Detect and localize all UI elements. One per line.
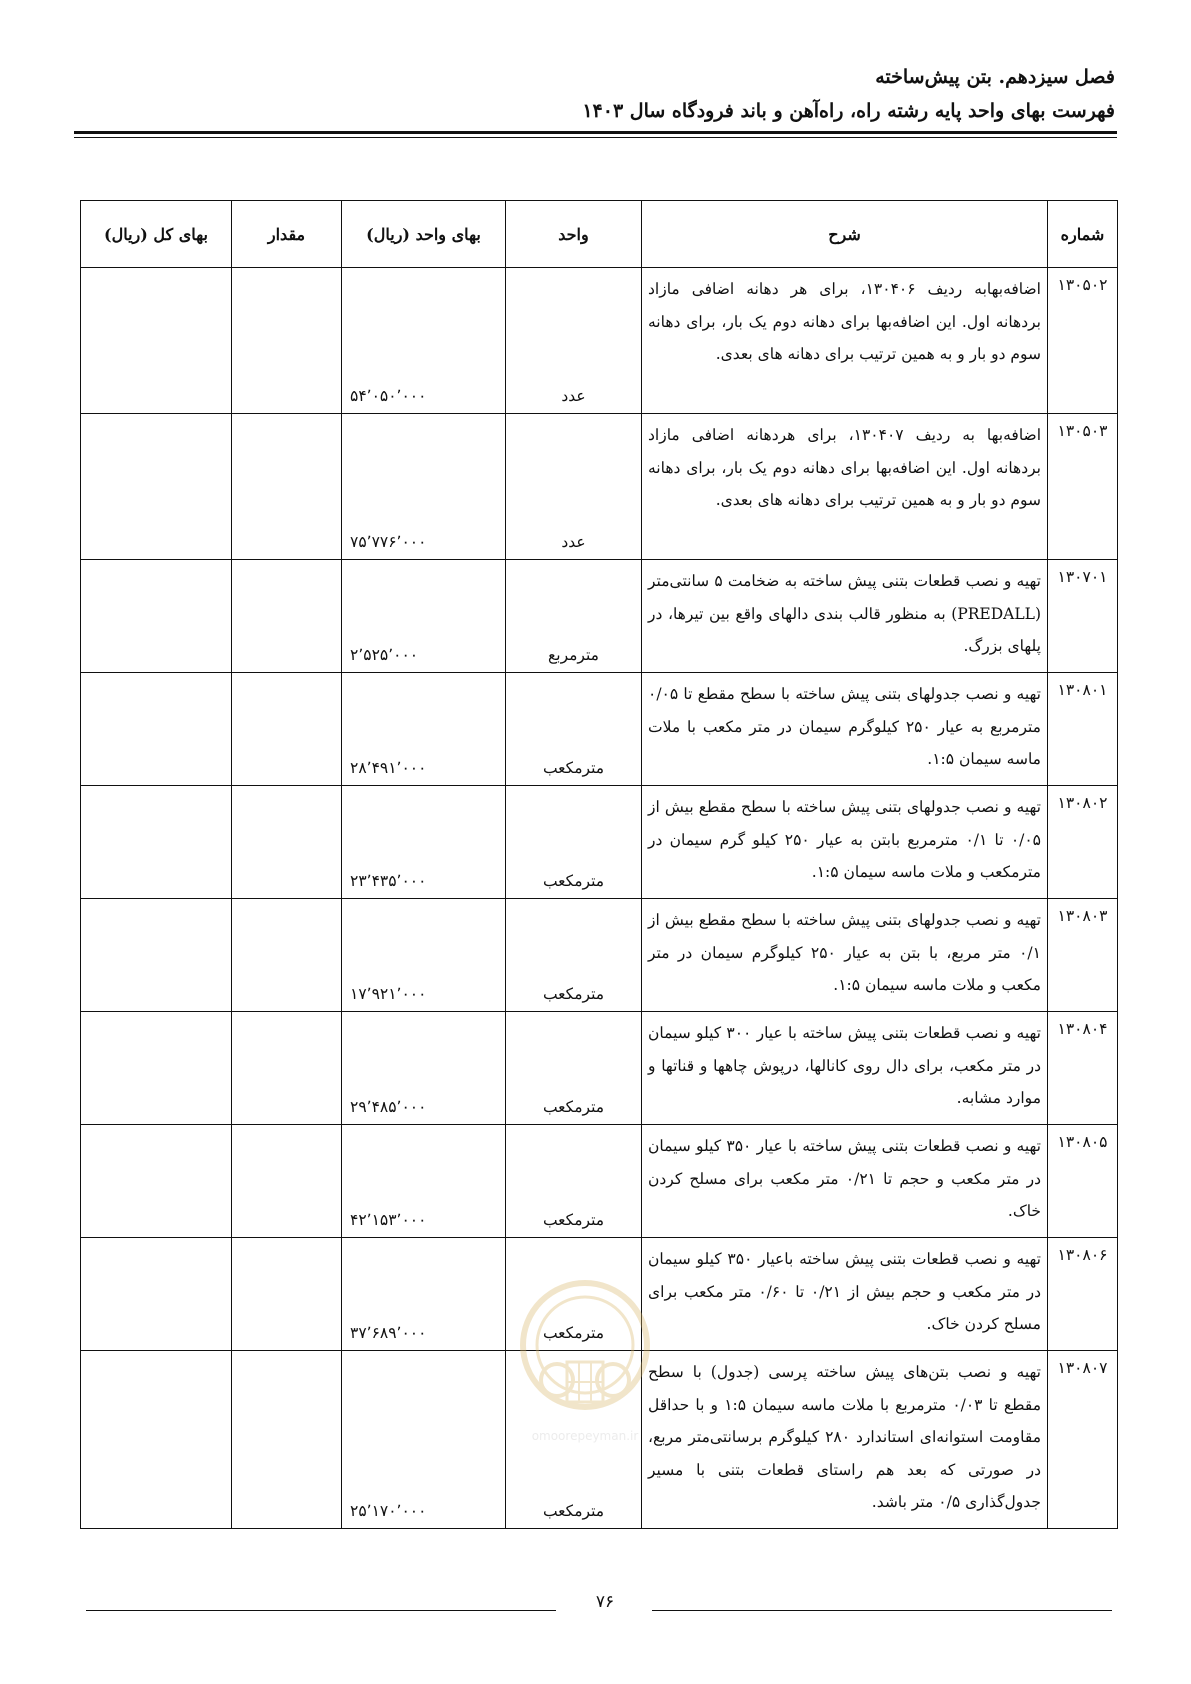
row-unit: مترمکعب — [506, 1351, 642, 1529]
row-description: تهیه و نصب جدولهای بتنی پیش ساخته با سطح مقطع بیش از ۰/۱ متر مربع، با بتن به عیار ۲۵۰ کیلوگرم سیمان در متر مکعب و ملات ماسه سیمان ۱:۵. — [642, 899, 1048, 1012]
row-unit-price: ۳۷٬۶۸۹٬۰۰۰ — [342, 1238, 506, 1351]
row-unit: مترمکعب — [506, 899, 642, 1012]
column-header-number: شماره — [1048, 201, 1118, 268]
row-unit: عدد — [506, 268, 642, 414]
header-rule-thick — [74, 131, 1117, 134]
row-unit: عدد — [506, 414, 642, 560]
column-header-total-price: بهای کل (ریال) — [81, 201, 232, 268]
row-unit-price: ۲۸٬۴۹۱٬۰۰۰ — [342, 673, 506, 786]
row-quantity — [232, 899, 342, 1012]
row-unit: مترمکعب — [506, 786, 642, 899]
row-number: ۱۳۰۸۰۱ — [1048, 673, 1118, 786]
row-quantity — [232, 673, 342, 786]
row-description: تهیه و نصب جدولهای بتنی پیش ساخته با سطح مقطع تا ۰/۰۵ مترمربع به عیار ۲۵۰ کیلوگرم سیمان در متر مکعب با ملات ماسه سیمان ۱:۵. — [642, 673, 1048, 786]
row-number: ۱۳۰۵۰۲ — [1048, 268, 1118, 414]
column-header-description: شرح — [642, 201, 1048, 268]
row-quantity — [232, 414, 342, 560]
row-unit-price: ۲۵٬۱۷۰٬۰۰۰ — [342, 1351, 506, 1529]
row-number: ۱۳۰۸۰۲ — [1048, 786, 1118, 899]
row-unit-price: ۵۴٬۰۵۰٬۰۰۰ — [342, 268, 506, 414]
row-quantity — [232, 786, 342, 899]
document-title: فهرست بهای واحد پایه رشته راه، راه‌آهن و باند فرودگاه سال ۱۴۰۳ — [582, 100, 1115, 122]
row-total-price — [81, 899, 232, 1012]
table-row — [81, 899, 1118, 1012]
column-header-unit-price: بهای واحد (ریال) — [342, 201, 506, 268]
table-row — [81, 1125, 1118, 1238]
chapter-title: فصل سیزدهم. بتن پیش‌ساخته — [875, 66, 1115, 88]
row-number: ۱۳۰۸۰۵ — [1048, 1125, 1118, 1238]
row-total-price — [81, 1125, 232, 1238]
row-total-price — [81, 268, 232, 414]
row-quantity — [232, 560, 342, 673]
row-quantity — [232, 268, 342, 414]
row-number: ۱۳۰۵۰۳ — [1048, 414, 1118, 560]
row-quantity — [232, 1125, 342, 1238]
row-quantity — [232, 1012, 342, 1125]
row-total-price — [81, 673, 232, 786]
row-unit: مترمربع — [506, 560, 642, 673]
row-unit-price: ۴۲٬۱۵۳٬۰۰۰ — [342, 1125, 506, 1238]
column-header-unit: واحد — [506, 201, 642, 268]
row-number: ۱۳۰۸۰۳ — [1048, 899, 1118, 1012]
row-unit: مترمکعب — [506, 673, 642, 786]
row-total-price — [81, 1012, 232, 1125]
footer-rule-right — [652, 1610, 1112, 1611]
row-number: ۱۳۰۷۰۱ — [1048, 560, 1118, 673]
watermark-seal-icon — [505, 1270, 665, 1450]
row-description: تهیه و نصب قطعات بتنی پیش ساخته با عیار ۳۰۰ کیلو سیمان در متر مکعب، برای دال روی کانالها، درپوش چاهها و قناتها و موارد مشابه. — [642, 1012, 1048, 1125]
row-description: تهیه و نصب قطعات بتنی پیش ساخته باعیار ۳۵۰ کیلو سیمان در متر مکعب و حجم بیش از ۰/۲۱ تا ۰/۶۰ متر مکعب برای مسلح کردن خاک. — [642, 1238, 1048, 1351]
row-unit-price: ۲٬۵۲۵٬۰۰۰ — [342, 560, 506, 673]
row-description: اضافه‌بها به ردیف ۱۳۰۴۰۷، برای هردهانه اضافی مازاد بردهانه اول. این اضافه‌بها برای دهانه دوم یک بار، برای دهانه سوم دو بار و به همین ترتیب برای دهانه های بعدی. — [642, 414, 1048, 560]
row-unit-price: ۲۳٬۴۳۵٬۰۰۰ — [342, 786, 506, 899]
row-number: ۱۳۰۸۰۷ — [1048, 1351, 1118, 1529]
row-unit-price: ۱۷٬۹۲۱٬۰۰۰ — [342, 899, 506, 1012]
row-total-price — [81, 414, 232, 560]
table-row — [81, 673, 1118, 786]
row-total-price — [81, 560, 232, 673]
page-number: ۷۶ — [595, 1592, 615, 1612]
page-header — [76, 60, 1115, 128]
row-total-price — [81, 1351, 232, 1529]
column-header-quantity: مقدار — [232, 201, 342, 268]
row-unit: مترمکعب — [506, 1012, 642, 1125]
table-row — [81, 414, 1118, 560]
table-row — [81, 786, 1118, 899]
row-description: تهیه و نصب بتن‌های پیش ساخته پرسی (جدول) با سطح مقطع تا ۰/۰۳ مترمربع با ملات ماسه سیمان ۱:۵ و با حداقل مقاومت استوانه‌ای استاندارد ۲۸۰ کیلوگرم برسانتی‌متر مربع، در صورتی که بعد هم راستای قطعات بتنی با مسیر جدول‌گذاری ۰/۵ متر باشد. — [642, 1351, 1048, 1529]
row-total-price — [81, 786, 232, 899]
row-quantity — [232, 1238, 342, 1351]
row-unit-price: ۷۵٬۷۷۶٬۰۰۰ — [342, 414, 506, 560]
table-row — [81, 268, 1118, 414]
row-description: تهیه و نصب قطعات بتنی پیش ساخته به ضخامت ۵ سانتی‌متر (PREDALL) به منظور قالب بندی دالهای واقع بین تیرها، در پلهای بزرگ. — [642, 560, 1048, 673]
row-description: تهیه و نصب قطعات بتنی پیش ساخته با عیار ۳۵۰ کیلو سیمان در متر مکعب و حجم تا ۰/۲۱ متر مکعب برای مسلح کردن خاک. — [642, 1125, 1048, 1238]
watermark-seal — [505, 1270, 665, 1450]
row-description: تهیه و نصب جدولهای بتنی پیش ساخته با سطح مقطع بیش از ۰/۰۵ تا ۰/۱ مترمربع بابتن به عیار ۲۵۰ کیلو گرم سیمان در مترمکعب و ملات ماسه سیمان ۱:۵. — [642, 786, 1048, 899]
row-number: ۱۳۰۸۰۶ — [1048, 1238, 1118, 1351]
row-unit-price: ۲۹٬۴۸۵٬۰۰۰ — [342, 1012, 506, 1125]
row-number: ۱۳۰۸۰۴ — [1048, 1012, 1118, 1125]
footer-rule-left — [86, 1610, 556, 1611]
header-rule-thin — [74, 137, 1117, 138]
row-unit: مترمکعب — [506, 1238, 642, 1351]
table-row — [81, 1012, 1118, 1125]
row-quantity — [232, 1351, 342, 1529]
row-unit: مترمکعب — [506, 1125, 642, 1238]
table-header-row — [81, 201, 1118, 268]
watermark-text: omoorepeyman.ir — [531, 1429, 639, 1443]
row-total-price — [81, 1238, 232, 1351]
row-description: اضافه‌بهابه ردیف ۱۳۰۴۰۶، برای هر دهانه اضافی مازاد بردهانه اول. این اضافه‌بها برای دهانه دوم یک بار، برای دهانه سوم دو بار و به همین ترتیب برای دهانه های بعدی. — [642, 268, 1048, 414]
table-row — [81, 560, 1118, 673]
